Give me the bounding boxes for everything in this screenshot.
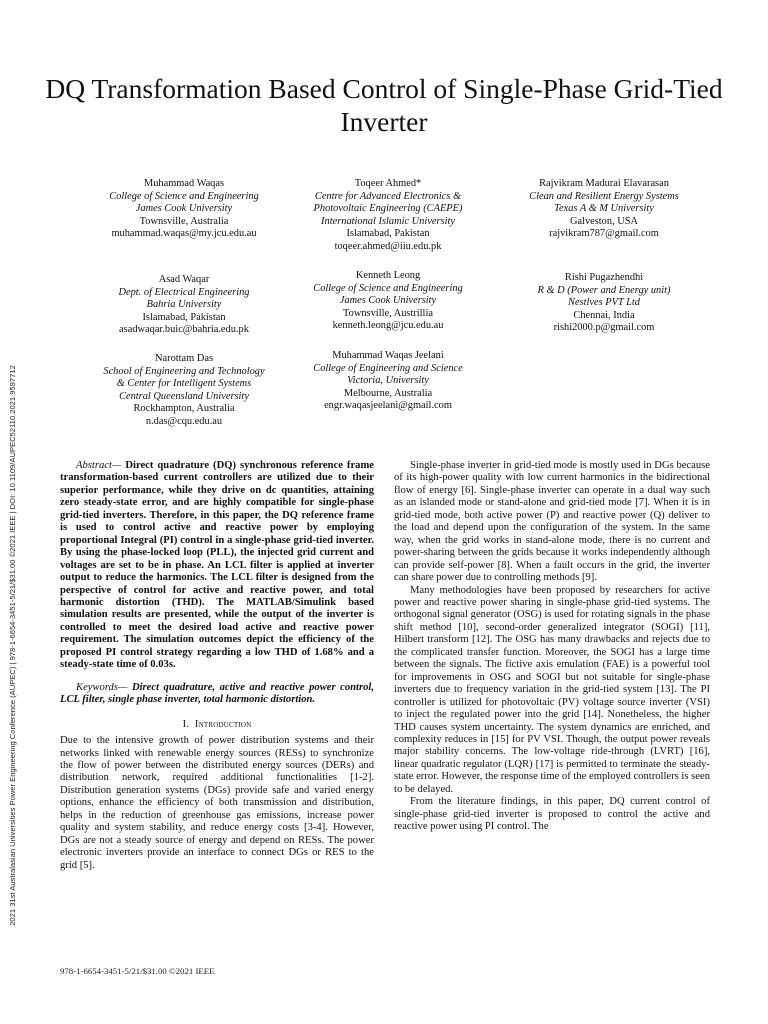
author-name: Muhammad Waqas [143,178,225,189]
keywords-text: Direct quadrature, active and reactive power control, LCL filter, single phase inverter, total harmonic distortion. [60,681,374,706]
body-paragraph: Single-phase inverter in grid-tied mode is mostly used in DGs because of its high-power quality with low current harmonics in the bidirectional flow of energy [6]. Single-phase inverter can operate in a dual way such as an islanded mode or stand-alone and grid-tied mode [7]. When it is in grid-tied mode, both active power (P) and reactive power (Q) deliver to the load and depend upon the configuration of the system. In the same way, when the grid works in stand-alone mode, there is no current and power-sharing between the grids because it works independently although can provide self-power [8]. When a fault occurs in the grid, the inverter can share power due to controlling methods [9]. [394,460,710,584]
body-paragraph: From the literature findings, in this paper, DQ current control of single-phase grid-tied inverter is proposed to control the active and reactive power using PI control. The [394,796,710,833]
copyright-footer: 978-1-6654-3451-5/21/$31.00 ©2021 IEEE [60,966,215,976]
author-email[interactable]: rishi2000.p@gmail.com [553,322,655,334]
author-location: Townsville, Austrillia [343,307,433,319]
author-name: Toqeer Ahmed* [354,178,422,189]
keywords [60,682,374,707]
author-affiliation: & Center for Intelligent Systems [116,378,252,390]
author-block [484,178,724,241]
author-name: Rishi Pugazhendhi [564,272,644,283]
section-title-initial: I [194,718,199,730]
author-affiliation: Dept. of Electrical Engineering [118,286,250,298]
author-affiliation: College of Engineering and Science [313,362,463,374]
abstract [60,460,374,672]
author-affiliation: College of Science and Engineering [109,190,259,202]
author-email[interactable]: muhammad.waqas@my.jcu.edu.au [111,228,257,240]
author-affiliation: R & D (Power and Energy unit) [537,284,671,296]
paper-title: DQ Transformation Based Control of Single-Phase Grid-Tied Inverter [45,73,723,137]
author-affiliation: International Islamic University [321,215,455,227]
author-affiliation: Texas A & M University [554,203,654,215]
author-block [484,272,724,335]
author-affiliation: Central Queensland University [119,390,249,402]
author-name: Muhammad Waqas Jeelani [332,350,444,361]
author-affiliation: James Cook University [135,203,233,215]
body-paragraph: Many methodologies have been proposed by researchers for active power and reactive power sharing in single-phase grid-tied systems. The orthogonal signal generator (OSG) is used for rotating signals in the phase shift method [10], second-order generalized integrator (SOGI) [11], Hilbert transform [12]. The OSG has many drawbacks and rejects due to the complicated transfer function. Moreover, the SOGI has a large time between the signals. The fictive axis emulation (FAE) is a powerful tool for improvements in OSG and SOGI but not suitable for single-phase inverters due to frequency variation in the grid-tied system [13]. The PI controller is utilized for photovoltaic (PV) voltage source inverter (VSI) to inject the regulated power into the grid [14]. Nonetheless, the higher THD causes system uncertainty. The system dynamics are enriched, and complexity reduces in [15] for PV VSI. Though, the output power reveals major stability concerns. The low-voltage ride-through (LVRT) [16], linear quadratic regulator (LQR) [17] is permitted to terminate the steady-state error. However, the response time of the employed controllers is seen to be delayed. [394,584,710,795]
author-affiliation: College of Science and Engineering [313,282,463,294]
author-location: Galveston, USA [569,215,639,227]
author-affiliation: Clean and Resilient Energy Systems [529,190,679,202]
author-affiliation: Nestlves PVT Ltd [568,297,640,309]
author-email[interactable]: asadwaqar.buic@bahria.edu.pk [119,324,249,336]
section-heading-introduction [60,719,374,731]
section-title-rest: ntroduction [198,718,252,730]
author-name: Narottam Das [155,353,213,364]
side-margin-note [4,300,20,990]
author-email[interactable]: kenneth.leong@jcu.edu.au [332,320,444,332]
author-affiliation: Bahria University [146,299,222,311]
author-block [268,350,508,413]
author-block [268,178,508,254]
right-column [394,460,710,834]
author-email[interactable]: toqeer.ahmed@iiu.edu.pk [334,240,442,252]
author-location: Melbourne, Australia [343,387,433,399]
author-affiliation: James Cook University [339,295,437,307]
abstract-label: Abstract— [76,460,122,471]
author-email[interactable]: n.das@cqu.edu.au [145,415,223,427]
author-affiliation: School of Engineering and Technology [103,365,265,377]
author-name: Kenneth Leong [355,270,421,281]
author-name: Asad Waqar [158,274,210,285]
left-column [60,460,374,872]
author-location: Rockhampton, Australia [133,403,235,415]
author-affiliation: Victoria, University [347,375,429,387]
author-location: Townsville, Australia [139,215,229,227]
abstract-text: Direct quadrature (DQ) synchronous reference frame transformation-based current controllers are utilized due to their superior performance, while they drive on dc quantities, attaining zero steady-state error, and are highly compatible for single-phase grid-tied inverters. Therefore, in this paper, the DQ reference frame is used to control active and reactive power by employing proportional Integral (PI) control in a single-phase grid-tied inverter. By using the phase-locked loop (PLL), the injected grid current and voltages are set to be in phase. An LCL filter is applied at inverter output to reduce the harmonics. The LCL filter is designed from the perspective of control for active and reactive power, and total harmonic distortion (THD). The MATLAB/Simulink based simulation results are presented, while the output of the inverter is controlled to meet the desired load active and reactive power requirement. The simulation outcomes depict the efficiency of the proposed PI control strategy regarding a low THD of 1.68% and a steady-state time of 0.03s. [60,460,374,671]
author-affiliation: Photovoltaic Engineering (CAEPE) [313,203,463,215]
author-email[interactable]: rajvikram787@gmail.com [549,228,659,240]
author-location: Chennai, India [573,309,635,321]
author-location: Islamabad, Pakistan [346,228,430,240]
side-margin-text: 2021 31st Australasian Universities Power Engineering Conference (AUPEC) | 978-1-6654-3451-5/21/$31.00 ©2021 IEEE | DOI: 10.1109/AUPEC52110.2021.9597712 [7,365,17,926]
author-location: Islamabad, Pakistan [142,311,226,323]
intro-paragraph: Due to the intensive growth of power distribution systems and their networks linked with renewable energy sources (RESs) to synchronize the flow of power between the distributed energy sources (DERs) and distribution network, required additional functionalities [1-2]. Distribution generation systems (DGs) provide safe and varied energy options, enhance the efficiency of both transmission and distribution, helps in the reduction of greenhouse gas emissions, increase power quality and system stability, and reduce energy costs [3-4]. However, DGs are not a steady source of energy and depend on RESs. The power electronic inverters provide an interface to connect DGs or RES to the grid [5]. [60,735,374,871]
author-email[interactable]: engr.waqasjeelani@gmail.com [324,400,452,412]
keywords-label: Keywords— [76,681,128,693]
section-numeral: I. [182,718,190,730]
author-block [268,270,508,333]
author-name: Rajvikram Madurai Elavarasan [539,178,669,189]
author-affiliation: Centre for Advanced Electronics & [314,190,462,202]
